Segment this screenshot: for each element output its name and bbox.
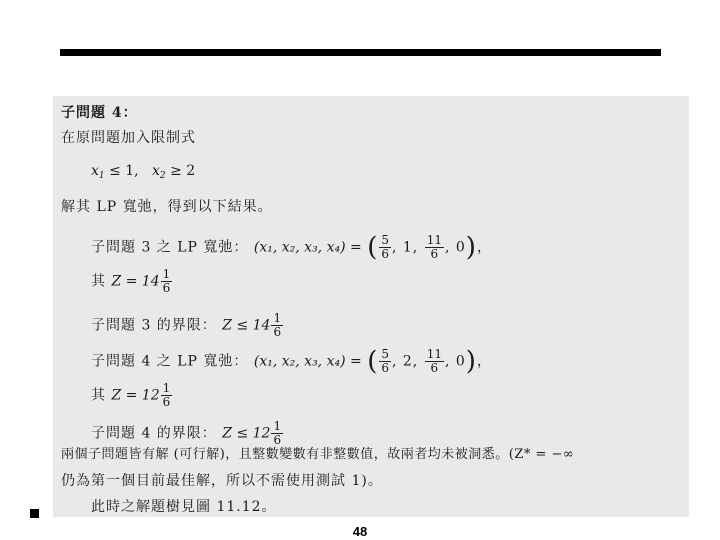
conclusion-line-3: 此時之解題樹見圖 11.12。 <box>91 499 277 515</box>
fraction: $\frac{11}{6}$ <box>426 233 442 261</box>
sub4-bound-line: 子問題 4 的界限： Z ≤ 12 $\frac{1}{6}$ <box>91 419 282 447</box>
fraction: $\frac{1}{6}$ <box>162 381 171 409</box>
sub3-lp-line: 子問題 3 之 LP 寬弛： (x₁, x₂, x₃, x₄) = ( $\frac{5}{6}$ , 1, $\frac{11}{6}$ , 0)， <box>91 232 492 263</box>
constraint-line: $x_1 \le 1$, $x_2 \ge 2$ <box>91 163 196 181</box>
slide-bullet <box>30 509 39 518</box>
fraction: $\frac{5}{6}$ <box>381 233 389 261</box>
fraction: $\frac{11}{6}$ <box>426 347 442 375</box>
fraction: $\frac{5}{6}$ <box>381 347 389 375</box>
solve-text: 解其 LP 寬弛，得到以下結果。 <box>61 199 273 215</box>
conclusion-line-2: 仍為第一個目前最佳解，所以不需使用測試 1)。 <box>61 473 383 489</box>
sub3-z-line: 其 Z = 14 $\frac{1}{6}$ <box>91 267 171 295</box>
subproblem-heading: 子問題 4： <box>61 105 138 121</box>
content-panel <box>53 96 689 517</box>
fraction: $\frac{1}{6}$ <box>273 311 282 339</box>
page-number: 48 <box>352 524 368 539</box>
conclusion-line-1: 兩個子問題皆有解 (可行解)，且整數變數有非整數值，故兩者均未被洞悉。(Z* = −∞ <box>61 447 575 462</box>
sub3-bound-line: 子問題 3 的界限： Z ≤ 14 $\frac{1}{6}$ <box>91 311 282 339</box>
intro-text: 在原問題加入限制式 <box>61 130 196 146</box>
top-rule <box>60 49 661 56</box>
fraction: $\frac{1}{6}$ <box>273 419 282 447</box>
sub4-lp-line: 子問題 4 之 LP 寬弛： (x₁, x₂, x₃, x₄) = ( $\frac{5}{6}$ , 2, $\frac{11}{6}$ , 0)， <box>91 346 492 377</box>
fraction: $\frac{1}{6}$ <box>162 267 171 295</box>
sub4-z-line: 其 Z = 12 $\frac{1}{6}$ <box>91 381 171 409</box>
